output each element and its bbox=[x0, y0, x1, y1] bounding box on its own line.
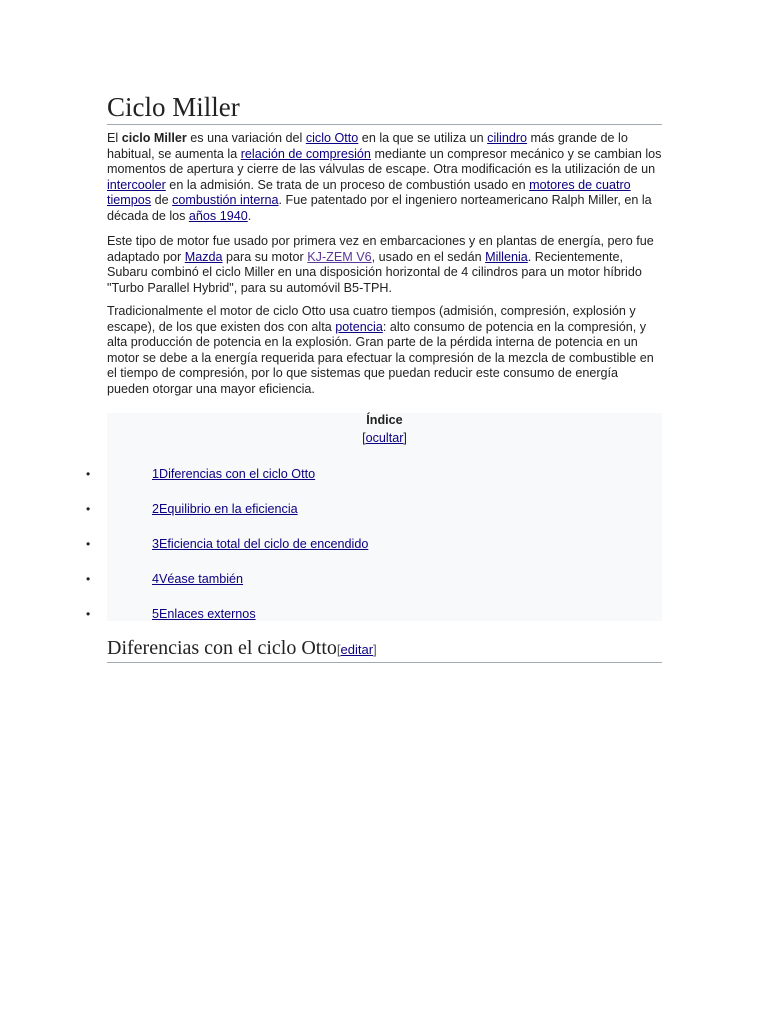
link-relacion-compresion[interactable]: relación de compresión bbox=[240, 146, 371, 161]
paragraph-usage bbox=[107, 234, 663, 296]
link-combustion-interna[interactable]: combustión interna bbox=[172, 193, 279, 207]
toc-toggle bbox=[107, 431, 662, 446]
link-potencia[interactable]: potencia bbox=[335, 319, 383, 334]
section-heading-diferencias bbox=[107, 636, 662, 663]
link-anos-1940[interactable]: años 1940 bbox=[188, 208, 248, 223]
text: en la admisión. Se trata de un proceso de combustión usado en bbox=[165, 177, 530, 192]
toc-title: Índice bbox=[366, 413, 403, 427]
bullet-icon: • bbox=[86, 607, 91, 621]
paragraph-intro bbox=[107, 131, 663, 224]
edit-link[interactable]: editar bbox=[340, 642, 374, 657]
link-kj-zem-v6[interactable]: KJ-ZEM V6 bbox=[307, 249, 372, 264]
text: de bbox=[151, 193, 173, 207]
text: , usado en el sedán bbox=[371, 249, 486, 264]
toc-link-3[interactable]: 3Eficiencia total del ciclo de encendido bbox=[152, 537, 369, 551]
bullet-icon: • bbox=[86, 502, 91, 516]
link-cilindro[interactable]: cilindro bbox=[487, 131, 528, 145]
paragraph-traditional bbox=[107, 304, 663, 397]
link-millenia[interactable]: Millenia bbox=[485, 249, 528, 264]
toc-link-1[interactable]: 1Diferencias con el ciclo Otto bbox=[152, 467, 316, 481]
text: Este tipo de motor fue usado por primera vez en embarcaciones y en plantas de energía, pero fue adaptado por bbox=[107, 234, 654, 264]
toc-link-5[interactable]: 5Enlaces externos bbox=[152, 607, 256, 621]
text: : alto consumo de potencia en la compresión, y alta producción de potencia en la explosión. Gran parte de la pérdida interna de potencia en un motor se debe a la energía requerida para efectuar la compresión de la mezcla de combustible en el tiempo de compresión, por lo que sistemas que puedan reducir este consumo de energía pueden otorgar una mayor eficiencia. bbox=[107, 319, 654, 396]
section-heading-text: Diferencias con el ciclo Otto bbox=[107, 637, 337, 659]
bracket: ] bbox=[373, 642, 377, 657]
text: . Fue patentado por el ingeniero norteamericano Ralph Miller, en la década de los bbox=[107, 193, 652, 223]
bullet-icon: • bbox=[86, 467, 91, 481]
text: Tradicionalmente el motor de ciclo Otto usa cuatro tiempos (admisión, compresión, explosión y escape), de los que existen dos con alta bbox=[107, 304, 636, 334]
toc-mask bbox=[80, 447, 107, 621]
link-intercooler[interactable]: intercooler bbox=[107, 177, 166, 192]
edit-section bbox=[337, 642, 377, 657]
text: . bbox=[247, 208, 252, 223]
page-title: Ciclo Miller bbox=[107, 91, 662, 125]
text: para su motor bbox=[222, 249, 308, 264]
link-ciclo-otto[interactable]: ciclo Otto bbox=[305, 131, 359, 145]
toc-hide-link[interactable]: ocultar bbox=[365, 431, 404, 445]
text: en la que se utiliza un bbox=[358, 131, 488, 145]
bullet-icon: • bbox=[86, 537, 91, 551]
text: es una variación del bbox=[186, 131, 306, 145]
text: más grande de lo habitual, se aumenta la bbox=[107, 131, 628, 161]
toc-link-2[interactable]: 2Equilibrio en la eficiencia bbox=[152, 502, 298, 516]
bold-term: ciclo Miller bbox=[121, 131, 187, 145]
text: mediante un compresor mecánico y se cambian los momentos de apertura y cierre de las válvulas de escape. Otra modificación es la utilización de un bbox=[107, 146, 662, 176]
text: . Recientemente, Subaru combinó el ciclo Miller en una disposición horizontal de 4 cilindros para un motor híbrido "Turbo Parallel Hybrid", para su automóvil B5-TPH. bbox=[107, 249, 642, 295]
link-mazda[interactable]: Mazda bbox=[184, 249, 223, 264]
text: El bbox=[107, 131, 122, 145]
link-motores-cuatro-tiempos[interactable]: motores de cuatro tiempos bbox=[107, 177, 631, 207]
bullet-icon: • bbox=[86, 572, 91, 586]
bracket: [ bbox=[362, 431, 366, 445]
bracket: ] bbox=[403, 431, 407, 445]
bracket: [ bbox=[336, 642, 341, 657]
toc-link-4[interactable]: 4Véase también bbox=[152, 572, 244, 586]
